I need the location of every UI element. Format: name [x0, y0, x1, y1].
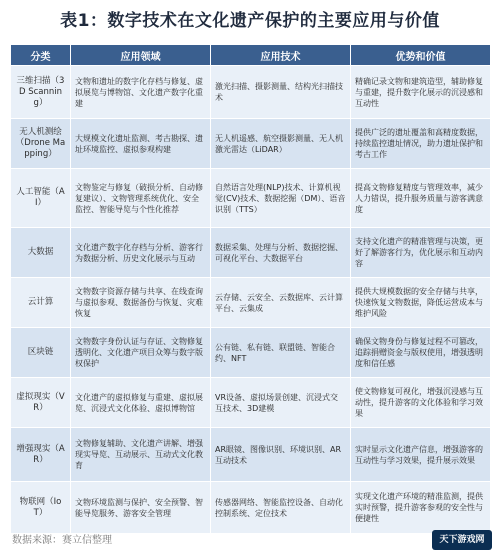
cell-field: 文物鉴定与修复（破损分析、自动修复建议）、文物管理系统优化、安全监控、智能导览与个性化推荐	[71, 169, 211, 228]
cell-tech: 无人机遥感、航空摄影测量、无人机激光雷达（LiDAR）	[211, 119, 351, 169]
header-tech: 应用技术	[211, 45, 351, 66]
table-row	[11, 378, 491, 428]
table-row	[11, 428, 491, 482]
cell-category: 大数据	[11, 228, 71, 278]
cell-field: 文物数字身份认证与存证、文物修复透明化、文化遗产项目众筹与数字版权保护	[71, 328, 211, 378]
header-category: 分类	[11, 45, 71, 66]
cell-value: 实时显示文化遗产信息，增强游客的互动性与学习效果，提升展示效果	[351, 428, 491, 482]
table-row	[11, 482, 491, 534]
cell-field: 文化遗产的虚拟修复与重建、虚拟展览、沉浸式文化体验、虚拟博物馆	[71, 378, 211, 428]
cell-value: 提供大规模数据的安全存储与共享，快速恢复文物数据，降低运营成本与维护风险	[351, 278, 491, 328]
cell-field: 文物环境监测与保护、安全预警、智能导览服务、游客安全管理	[71, 482, 211, 534]
cell-tech: VR设备、虚拟场景创建、沉浸式交互技术、3D建模	[211, 378, 351, 428]
page-title: 表1：数字技术在文化遗产保护的主要应用与价值	[60, 11, 440, 31]
cell-field: 文物修复辅助、文化遗产讲解、增强现实导览、互动展示、互动式文化教育	[71, 428, 211, 482]
cell-tech: 数据采集、处理与分析、数据挖掘、可视化平台、大数据平台	[211, 228, 351, 278]
data-source-note: 数据来源：赛立信整理	[12, 535, 112, 546]
cell-category: 虚拟现实（VR）	[11, 378, 71, 428]
cell-category: 增强现实（AR）	[11, 428, 71, 482]
table-row	[11, 278, 491, 328]
cell-tech: 传感器网络、智能监控设备、自动化控制系统、定位技术	[211, 482, 351, 534]
cell-tech: 公有链、私有链、联盟链、智能合约、NFT	[211, 328, 351, 378]
table-row	[11, 228, 491, 278]
cell-value: 确保文物身份与修复过程不可篡改，追踪捐赠资金与版权使用，增强透明度和信任感	[351, 328, 491, 378]
table-row	[11, 169, 491, 228]
cell-value: 支持文化遗产的精准管理与决策，更好了解游客行为，优化展示和互动内容	[351, 228, 491, 278]
tech-application-table	[10, 44, 491, 534]
cell-field: 文化遗产数字化存档与分析、游客行为数据分析、历史文化展示与互动	[71, 228, 211, 278]
cell-category: 无人机测绘（Drone Mapping）	[11, 119, 71, 169]
table-row	[11, 328, 491, 378]
cell-value: 使文物修复可视化，增强沉浸感与互动性，提升游客的文化体验和学习效果	[351, 378, 491, 428]
table-header-row	[11, 45, 491, 66]
cell-category: 物联网（IoT）	[11, 482, 71, 534]
cell-value: 精确记录文物和建筑造型，辅助修复与重建，提升数字化展示的沉浸感和互动性	[351, 66, 491, 119]
cell-value: 提供广泛的遗址覆盖和高精度数据，持续监控遗址情况，助力遗址保护和考古工作	[351, 119, 491, 169]
cell-category: 三维扫描（3D Scanning）	[11, 66, 71, 119]
cell-value: 提高文物修复精度与管理效率，减少人力错误，提升服务质量与游客满意度	[351, 169, 491, 228]
cell-tech: 激光扫描、摄影测量、结构光扫描技术	[211, 66, 351, 119]
cell-field: 文物数字资源存储与共享、在线查询与虚拟参观、数据备份与恢复、灾难恢复	[71, 278, 211, 328]
cell-value: 实现文化遗产环境的精准监测，提供实时预警，提升游客参观的安全性与便捷性	[351, 482, 491, 534]
cell-tech: 自然语言处理(NLP)技术、计算机视觉(CV)技术、数据挖掘（DM）、语音识别（TTS）	[211, 169, 351, 228]
cell-field: 大规模文化遗址监测、考古勘探、遗址环境监控、虚拟参观构建	[71, 119, 211, 169]
header-value: 优势和价值	[351, 45, 491, 66]
table-row	[11, 66, 491, 119]
table-row	[11, 119, 491, 169]
cell-tech: AR眼镜、图像识别、环境识别、AR互动技术	[211, 428, 351, 482]
cell-field: 文物和遗址的数字化存档与修复、虚拟展览与博物馆、文化遗产数字化重建	[71, 66, 211, 119]
header-field: 应用领域	[71, 45, 211, 66]
cell-category: 区块链	[11, 328, 71, 378]
site-watermark-logo: 天下游戏网	[432, 530, 492, 550]
cell-category: 人工智能（AI）	[11, 169, 71, 228]
cell-tech: 云存储、云安全、云数据库、云计算平台、云集成	[211, 278, 351, 328]
cell-category: 云计算	[11, 278, 71, 328]
